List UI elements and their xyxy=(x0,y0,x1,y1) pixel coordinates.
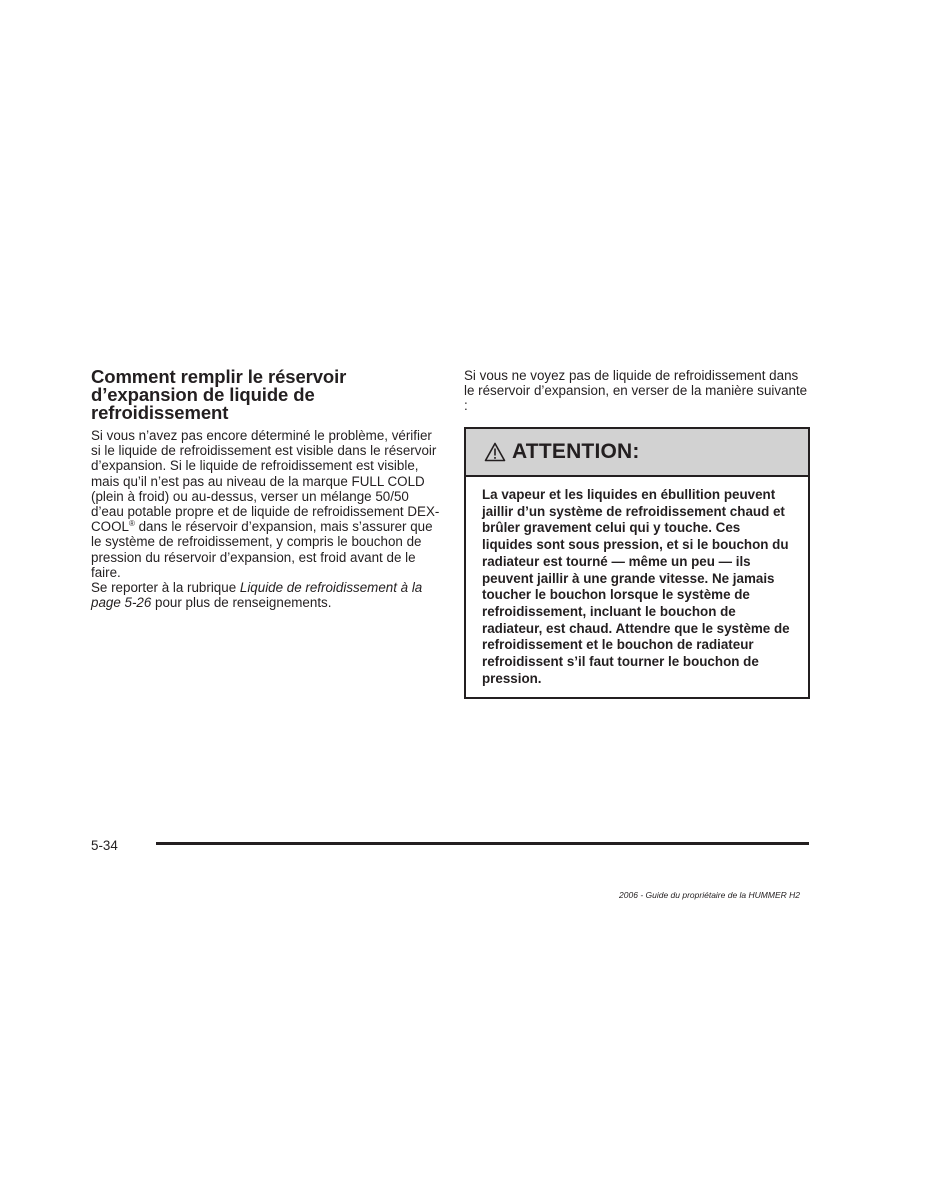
reference-prefix: Se reporter à la rubrique xyxy=(91,580,240,596)
paragraph-part-1: Si vous n’avez pas encore déterminé le problème, vérifier si le liquide de refroidissement est visible dans le réservoir d’expansion. Si le liquide de refroidissement est visible, mais qu’il n’est pas au niveau de la marque FULL COLD (plein à froid) ou au-dessus, verser un mélange 50/50 d’eau potable propre et de liquide de refroidissement DEX-COOL xyxy=(91,428,440,535)
warning-triangle-icon xyxy=(484,442,506,462)
right-intro-text: Si vous ne voyez pas de liquide de refroidissement dans le réservoir d’expansion, en verser de la manière suivante : xyxy=(464,368,808,414)
right-column xyxy=(464,368,809,414)
caution-text: La vapeur et les liquides en ébullition peuvent jaillir d’un système de refroidissement chaud et brûler gravement celui qui y touche. Ces liquides sont sous pression, et si le bouchon du radiateur est tourné — même un peu — ils peuvent jaillir à une grande vitesse. Ne jamais toucher le bouchon lorsque le système de refroidissement, incluant le bouchon de radiateur, est chaud. Attendre que le système de refroidissement et le bouchon de radiateur refroidissent s’il faut tourner le bouchon de pression. xyxy=(482,487,790,686)
reference-suffix: pour plus de renseignements. xyxy=(151,595,332,611)
body-paragraph xyxy=(91,428,441,580)
footer-divider xyxy=(156,842,809,845)
caution-box xyxy=(464,427,810,699)
caution-header xyxy=(466,429,808,477)
left-column xyxy=(91,368,441,610)
reference-link[interactable]: Liquide de refroidissement à la page 5-26 xyxy=(91,580,423,611)
page-number: 5-34 xyxy=(91,838,118,853)
section-heading: Comment remplir le réservoir d’expansion de liquide de refroidissement xyxy=(91,366,347,423)
caution-title: ATTENTION: xyxy=(512,440,640,463)
footer-caption: 2006 - Guide du propriétaire de la HUMMER H2 xyxy=(619,890,800,900)
registered-mark: ® xyxy=(128,519,135,529)
reference-paragraph xyxy=(91,580,441,610)
paragraph-part-2: dans le réservoir d’expansion, mais s’assurer que le système de refroidissement, y compris le bouchon de pression du réservoir d’expansion, est froid avant de le faire. xyxy=(91,519,433,580)
